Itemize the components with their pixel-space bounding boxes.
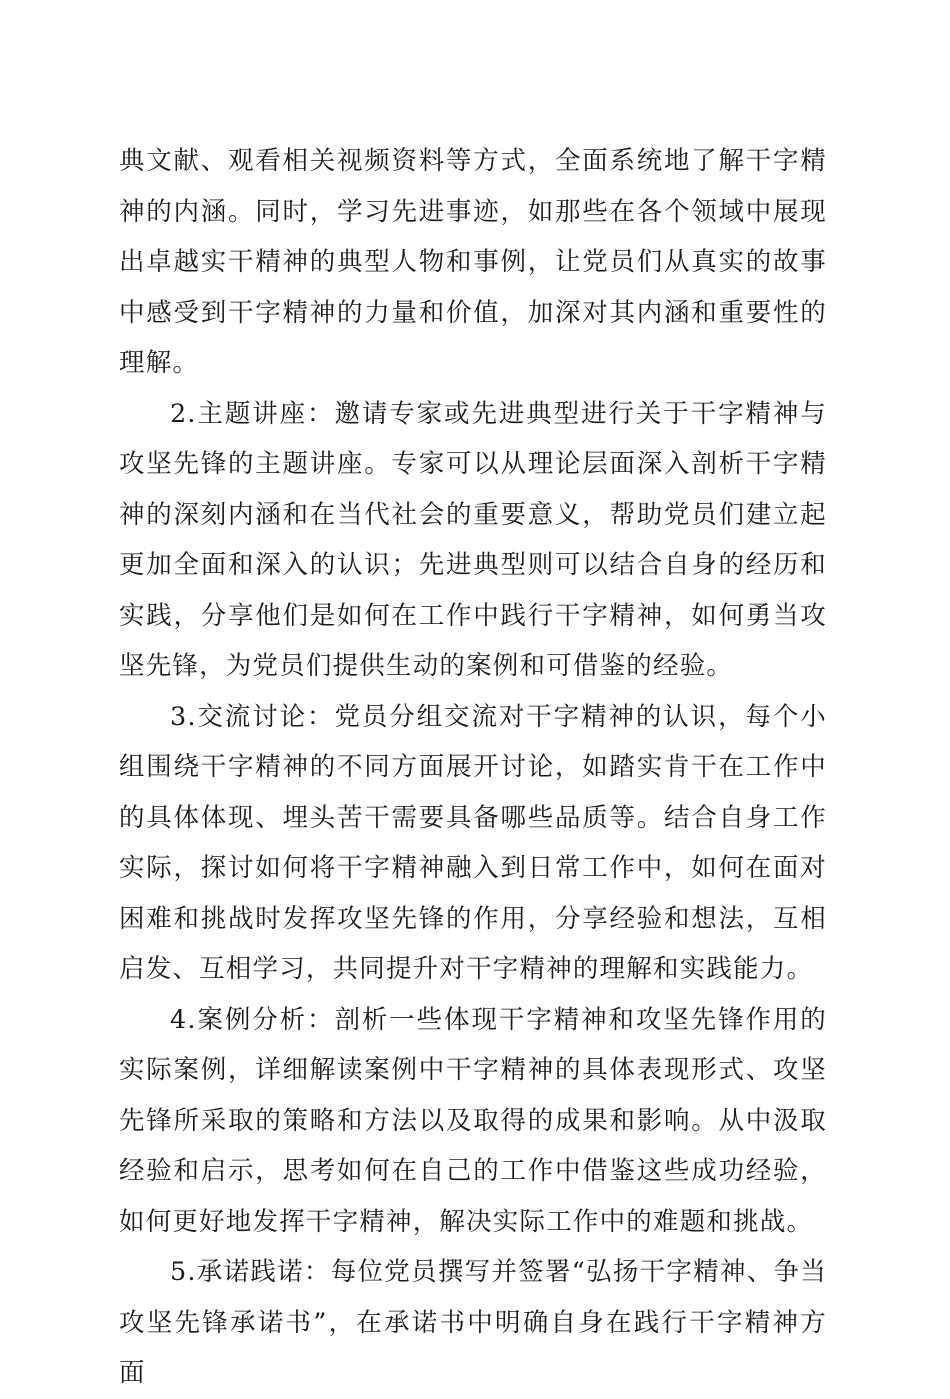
- paragraph-item-5-commitment: 5.承诺践诺：每位党员撰写并签署“弘扬干字精神、争当攻坚先锋承诺书”，在承诺书中明确自身在践行干字精神方面: [119, 1257, 827, 1388]
- paragraph-item-2-thematic-lecture: 2.主题讲座：邀请专家或先进典型进行关于干字精神与攻坚先锋的主题讲座。专家可以从理论层面深入剖析干字精神的深刻内涵和在当代社会的重要意义，帮助党员们建立起更加全面和深入的认识；先进典型则可以结合自身的经历和实践，分享他们是如何在工作中践行干字精神，如何勇当攻坚先锋，为党员们提供生动的案例和可借鉴的经验。: [119, 398, 827, 681]
- document-body: [119, 136, 827, 1399]
- paragraph-item-3-discussion: 3.交流讨论：党员分组交流对干字精神的认识，每个小组围绕干字精神的不同方面展开讨论，如踏实肯干在工作中的具体体现、埋头苦干需要具备哪些品质等。结合自身工作实际，探讨如何将干字精神融入到日常工作中，如何在面对困难和挑战时发挥攻坚先锋的作用，分享经验和想法，互相启发、互相学习，共同提升对干字精神的理解和实践能力。: [119, 701, 827, 984]
- paragraph-continued: 典文献、观看相关视频资料等方式，全面系统地了解干字精神的内涵。同时，学习先进事迹，如那些在各个领域中展现出卓越实干精神的典型人物和事例，让党员们从真实的故事中感受到干字精神的力量和价值，加深对其内涵和重要性的理解。: [119, 146, 827, 378]
- paragraph-item-4-case-analysis: 4.案例分析：剖析一些体现干字精神和攻坚先锋作用的实际案例，详细解读案例中干字精神的具体表现形式、攻坚先锋所采取的策略和方法以及取得的成果和影响。从中汲取经验和启示，思考如何在自己的工作中借鉴这些成功经验，如何更好地发挥干字精神，解决实际工作中的难题和挑战。: [119, 1004, 827, 1237]
